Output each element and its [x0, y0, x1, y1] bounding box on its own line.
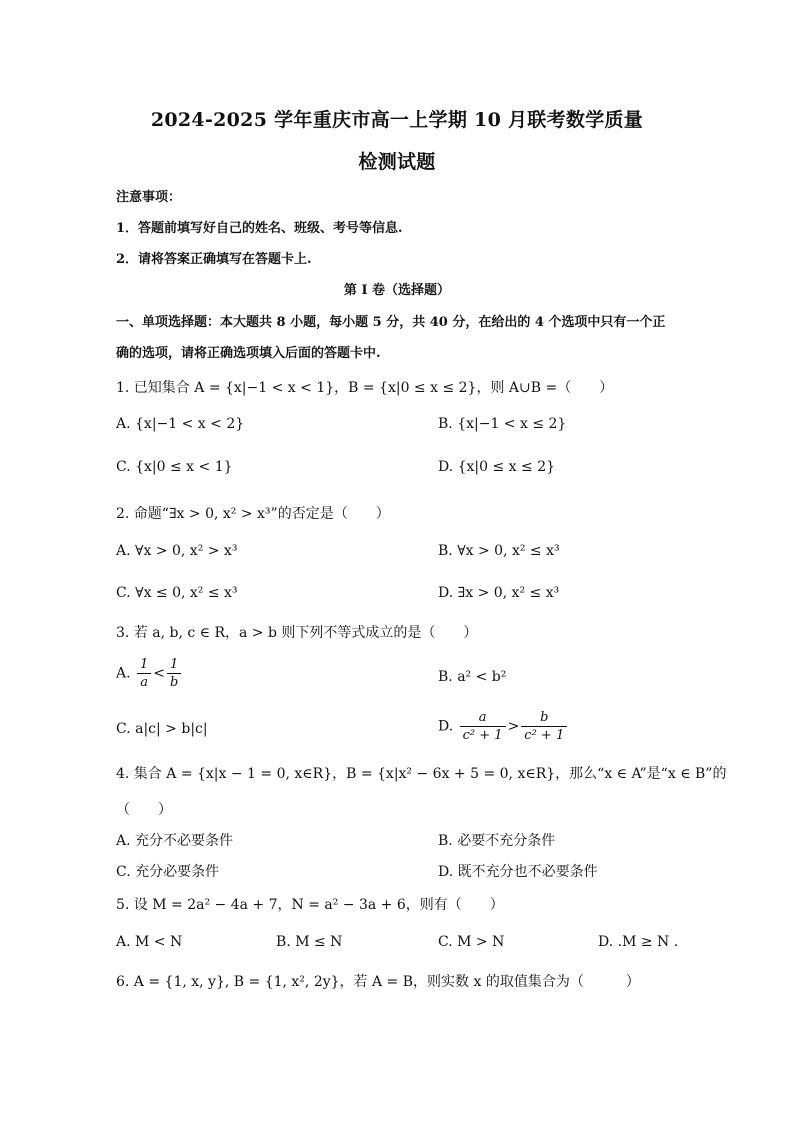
q4-option-c: C. 充分必要条件 [116, 864, 220, 880]
q2-option-c: C. ∀x ≤ 0, x² ≤ x³ [116, 585, 238, 601]
q3-a-frac2-denominator: b [170, 675, 179, 690]
q3-d-fraction-1 [460, 709, 506, 744]
q3-option-c: C. a|c| > b|c| [116, 721, 208, 737]
q3-a-fraction-1 [137, 656, 151, 691]
notice-item-2: 2．请将答案正确填写在答题卡上. [116, 252, 312, 267]
q5-option-b: B. M ≤ N [276, 934, 343, 950]
q3-a-frac1-denominator: a [140, 675, 149, 690]
q1-option-a: A. {x|−1 < x < 2} [116, 416, 245, 432]
q3-a-frac1-numerator: 1 [137, 656, 151, 674]
q3-d-fraction-2 [521, 709, 567, 744]
q4-option-a: A. 充分不必要条件 [116, 833, 234, 849]
q2-option-d: D. ∃x > 0, x² ≤ x³ [438, 585, 560, 601]
q3-d-frac2-numerator: b [521, 709, 567, 727]
q5-stem: 5. 设 M = 2a² − 4a + 7，N = a² − 3a + 6，则有（ ） [116, 897, 504, 913]
q5-option-c: C. M > N [438, 934, 505, 950]
notice-heading: 注意事项： [116, 190, 182, 205]
q3-option-d-label: D. [438, 718, 454, 735]
q3-d-frac1-numerator: a [460, 709, 506, 727]
q3-option-a-label: A. [116, 665, 131, 682]
q2-stem: 2. 命题“∃x > 0, x² > x³”的否定是（ ） [116, 506, 390, 522]
q3-option-b: B. a² < b² [438, 669, 507, 685]
q3-a-fraction-2 [167, 656, 181, 691]
q1-option-c: C. {x|0 ≤ x < 1} [116, 459, 233, 475]
notice-item-1: 1．答题前填写好自己的姓名、班级、考号等信息. [116, 221, 403, 236]
q4-option-b: B. 必要不充分条件 [438, 833, 556, 849]
q4-stem: 4. 集合 A = {x|x − 1 = 0, x∈R}，B = {x|x² − 6x + 5 = 0, x∈R}，那么“x ∈ A”是“x ∈ B”的 [116, 766, 727, 782]
q6-stem: 6. A = {1, x, y}, B = {1, x², 2y}，若 A = B，则实数 x 的取值集合为（ ） [116, 974, 640, 990]
q3-option-a [116, 656, 183, 691]
q3-a-frac2-numerator: 1 [167, 656, 181, 674]
q3-a-operator: < [153, 665, 166, 682]
q3-option-d [438, 709, 569, 744]
exam-title-line2: 检测试题 [358, 151, 436, 173]
q4-option-d: D. 既不充分也不必要条件 [438, 864, 598, 880]
q2-option-b: B. ∀x > 0, x² ≤ x³ [438, 543, 560, 559]
q1-stem: 1. 已知集合 A = {x|−1 < x < 1}，B = {x|0 ≤ x ≤ 2}，则 A∪B =（ ） [116, 380, 614, 396]
part1-instructions-line1: 一、单项选择题：本大题共 8 小题，每小题 5 分，共 40 分，在给出的 4 个选项中只有一个正 [116, 315, 666, 330]
part1-instructions-line2: 确的选项，请将正确选项填入后面的答题卡中. [116, 346, 381, 361]
q3-d-frac2-denominator: c² + 1 [524, 728, 565, 743]
q1-option-b: B. {x|−1 < x ≤ 2} [438, 416, 567, 432]
q3-d-operator: > [507, 718, 520, 735]
section-title: 第 I 卷（选择题） [343, 283, 451, 298]
exam-title-line1: 2024-2025 学年重庆市高一上学期 10 月联考数学质量 [150, 109, 644, 131]
q3-stem: 3. 若 a, b, c ∈ R，a > b 则下列不等式成立的是（ ） [116, 625, 478, 641]
q1-option-d: D. {x|0 ≤ x ≤ 2} [438, 459, 556, 475]
q3-d-frac1-denominator: c² + 1 [462, 728, 503, 743]
q5-option-a: A. M < N [116, 934, 183, 950]
q4-stem-continuation: （ ） [116, 802, 172, 818]
q5-option-d: D. .M ≥ N . [598, 934, 679, 950]
q2-option-a: A. ∀x > 0, x² > x³ [116, 543, 238, 559]
